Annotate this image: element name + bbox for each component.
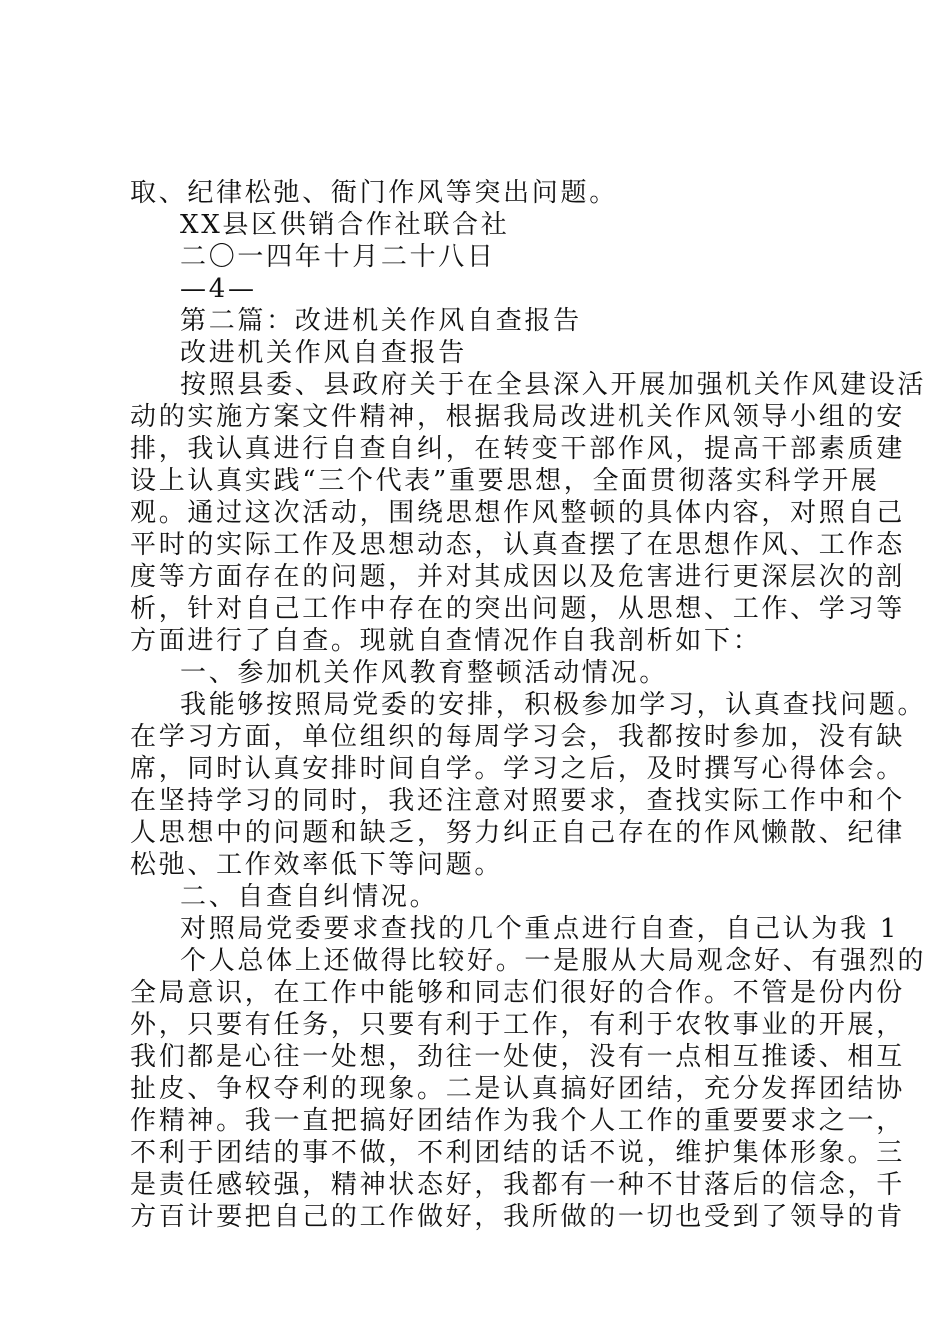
text-line: 动的实施方案文件精神，根据我局改进机关作风领导小组的安 [130, 402, 905, 432]
text-line: 在学习方面，单位组织的每周学习会，我都按时参加，没有缺 [130, 722, 905, 752]
text-line: 设上认真实践“三个代表”重要思想，全面贯彻落实科学开展 [130, 466, 880, 496]
report-title: 改进机关作风自查报告 [180, 338, 468, 368]
text-line: 外，只要有任务，只要有利于工作，有利于农牧事业的开展， [130, 1010, 905, 1040]
text-line: 度等方面存在的问题，并对其成因以及危害进行更深层次的剖 [130, 562, 905, 592]
text-line: 个人总体上还做得比较好。一是服从大局观念好、有强烈的 [180, 946, 927, 976]
text-line: 方百计要把自己的工作做好，我所做的一切也受到了领导的肯 [130, 1202, 905, 1232]
text-line: 全局意识，在工作中能够和同志们很好的合作。不管是份内份 [130, 978, 905, 1008]
text-line: 作精神。我一直把搞好团结作为我个人工作的重要要求之一， [130, 1106, 905, 1136]
text-line: 排，我认真进行自查自纠，在转变干部作风，提高干部素质建 [130, 434, 905, 464]
text-line: 人思想中的问题和缺乏，努力纠正自己存在的作风懒散、纪律 [130, 818, 905, 848]
section-heading: 第二篇：改进机关作风自查报告 [180, 306, 582, 336]
text-line: 扯皮、争权夺利的现象。二是认真搞好团结，充分发挥团结协 [130, 1074, 905, 1104]
text-line: 观。通过这次活动，围绕思想作风整顿的具体内容，对照自己 [130, 498, 905, 528]
text-line: 在坚持学习的同时，我还注意对照要求，查找实际工作中和个 [130, 786, 905, 816]
subsection-heading: 一、参加机关作风教育整顿活动情况。 [180, 658, 668, 688]
text-line: 按照县委、县政府关于在全县深入开展加强机关作风建设活 [180, 370, 927, 400]
text-line: 我能够按照局党委的安排，积极参加学习，认真查找问题。 [180, 690, 927, 720]
text-line: 对照局党委要求查找的几个重点进行自查，自己认为我 1 [180, 914, 900, 944]
document-date: 二〇一四年十月二十八日 [180, 242, 496, 272]
text-line: 取、纪律松弛、衙门作风等突出问题。 [130, 178, 618, 208]
text-line: 松弛、工作效率低下等问题。 [130, 850, 504, 880]
text-line: 不利于团结的事不做，不利团结的话不说，维护集体形象。三 [130, 1138, 905, 1168]
text-line: 平时的实际工作及思想动态，认真查摆了在思想作风、工作态 [130, 530, 905, 560]
text-line: 方面进行了自查。现就自查情况作自我剖析如下： [130, 626, 762, 656]
page-number: —4— [180, 274, 257, 304]
text-line: 我们都是心往一处想，劲往一处使，没有一点相互推诿、相互 [130, 1042, 905, 1072]
text-line: 席，同时认真安排时间自学。学习之后，及时撰写心得体会。 [130, 754, 905, 784]
subsection-heading: 二、自查自纠情况。 [180, 882, 439, 912]
organization-name: XX县区供销合作社联合社 [180, 210, 510, 240]
text-line: 是责任感较强，精神状态好，我都有一种不甘落后的信念，千 [130, 1170, 905, 1200]
text-line: 析，针对自己工作中存在的突出问题，从思想、工作、学习等 [130, 594, 905, 624]
